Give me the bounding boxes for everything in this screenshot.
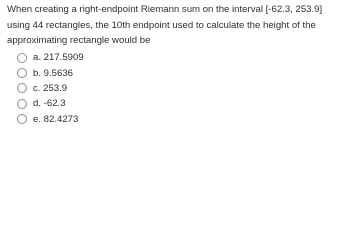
option-b[interactable] xyxy=(7,65,84,80)
option-a-label: a. 217.5909 xyxy=(33,52,84,64)
option-e[interactable] xyxy=(7,112,84,127)
option-b-label: b. 9.5636 xyxy=(33,67,74,79)
radio-button-d[interactable] xyxy=(17,99,27,109)
radio-button-b[interactable] xyxy=(17,68,27,78)
radio-button-a[interactable] xyxy=(17,53,27,63)
option-c[interactable] xyxy=(7,81,84,96)
option-d-label: d. -62.3 xyxy=(33,98,66,110)
option-a[interactable] xyxy=(7,50,84,65)
radio-button-e[interactable] xyxy=(17,114,27,124)
option-d[interactable] xyxy=(7,96,84,111)
radio-button-c[interactable] xyxy=(17,83,27,93)
option-c-label: c. 253.9 xyxy=(33,82,68,94)
answer-options xyxy=(7,50,84,127)
question-text: When creating a right-endpoint Riemann sum on the interval [-62.3, 253.9] using 44 rectangles, the 10th endpoint used to calculate the height of the approximating rectangle would be xyxy=(7,4,323,46)
option-e-label: e. 82.4273 xyxy=(33,113,79,125)
